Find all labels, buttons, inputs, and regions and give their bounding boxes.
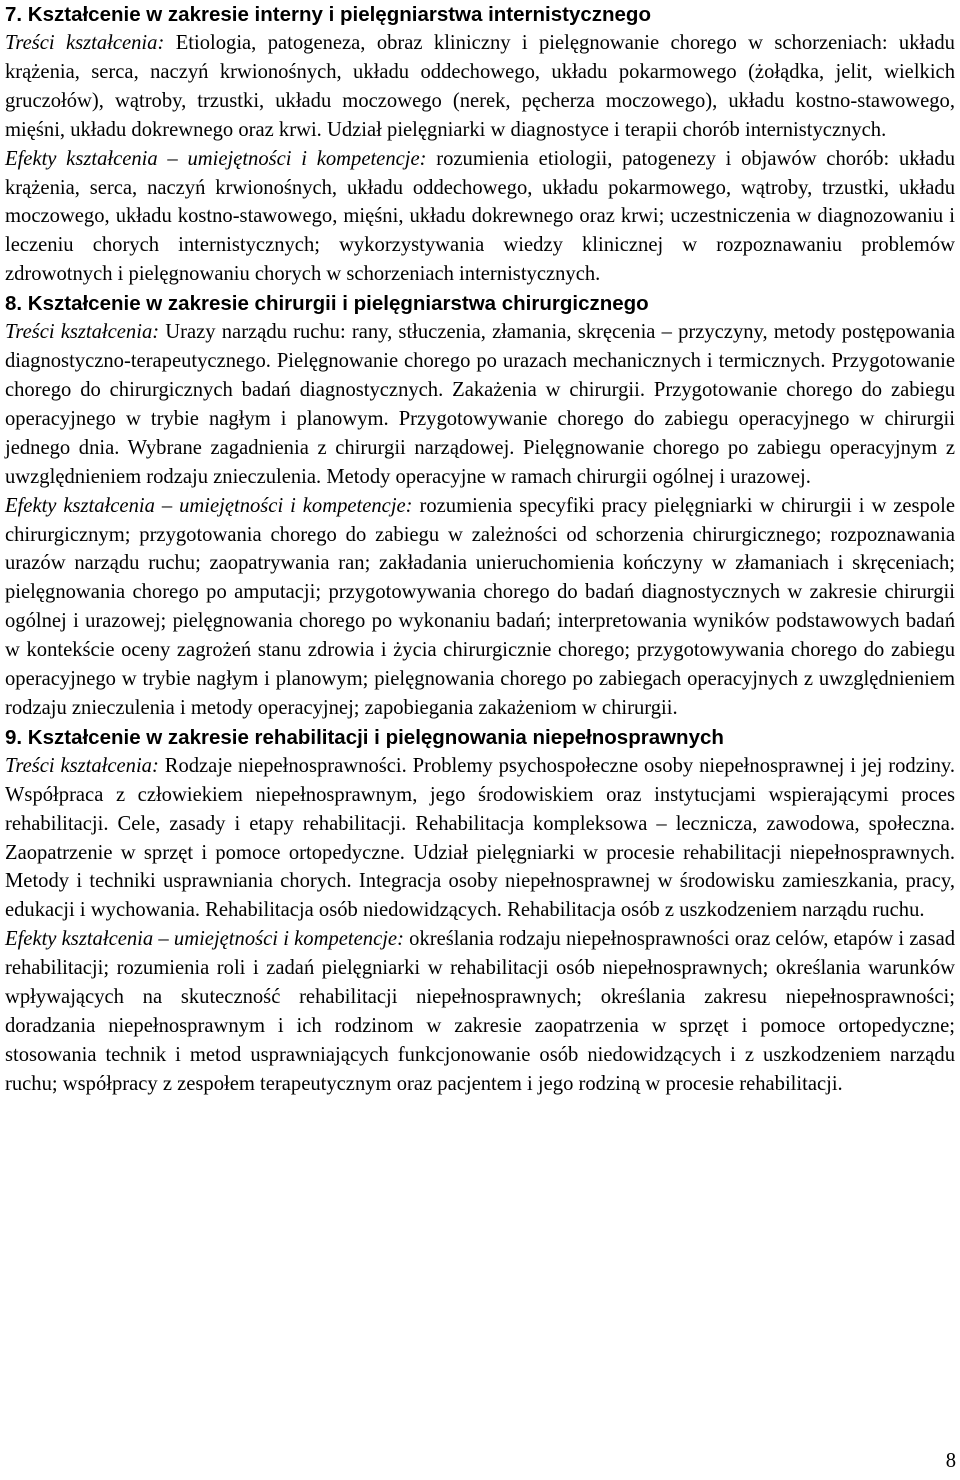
paragraph-text: rozumienia etiologii, patogenezy i objawów chorób: układu krążenia, serca, naczyń krwionośnych, układu oddechowego, układu pokarmowego, wątroby, trzustki, układu moczowego, układu kostno-stawowego, mięśni, układu dokrewnego oraz krwi; uczestniczenia w diagnozowaniu i leczeniu chorych internistycznych; wykorzystywania wiedzy klinicznej w rozpoznawaniu problemów zdrowotnych i pielęgnowaniu chorych w schorzeniach internistycznych. <box>5 147 955 286</box>
outcomes-paragraph <box>5 492 955 723</box>
section-title: 9. Kształcenie w zakresie rehabilitacji i pielęgnowania niepełnosprawnych <box>5 725 724 749</box>
content-paragraph <box>5 752 955 925</box>
section-title: 8. Kształcenie w zakresie chirurgii i pielęgniarstwa chirurgicznego <box>5 292 649 316</box>
paragraph-label: Treści kształcenia: <box>5 32 165 54</box>
content-paragraph <box>5 29 955 145</box>
paragraph-label: Treści kształcenia: <box>5 754 159 777</box>
section-9 <box>5 723 955 1099</box>
outcomes-paragraph <box>5 925 955 1098</box>
paragraph-text: Urazy narządu ruchu: rany, stłuczenia, złamania, skręcenia – przyczyny, metody postępowania diagnostyczno-terapeutycznego. Pielęgnowanie chorego po urazach mechanicznych i termicznych. Przygotowanie chorego do chirurgicznych badań diagnostycznych. Zakażenia w chirurgii. Przygotowanie chorego do zabiegu operacyjnego w trybie nagłym i planowym. Przygotowywanie chorego do zabiegu operacyjnego w chirurgii jednego dnia. Wybrane zagadnienia z chirurgii narządowej. Pielęgnowanie chorego po zabiegu operacyjnym z uwzględnieniem rodzaju znieczulenia. Metody operacyjne w ramach chirurgii ogólnej i urazowej. <box>5 321 955 488</box>
paragraph-label: Efekty kształcenia – umiejętności i kompetencje: <box>5 147 427 170</box>
paragraph-label: Efekty kształcenia – umiejętności i kompetencje: <box>5 494 413 517</box>
document-page <box>5 0 955 1099</box>
paragraph-label: Efekty kształcenia – umiejętności i kompetencje: <box>5 928 404 951</box>
paragraph-text: Rodzaje niepełnosprawności. Problemy psychospołeczne osoby niepełnosprawnej i jej rodziny. Współpraca z człowiekiem niepełnosprawnym, jego środowiskiem oraz instytucjami wspierającymi proces rehabilitacji. Cele, zasady i etapy rehabilitacji. Rehabilitacja kompleksowa – lecznicza, zawodowa, społeczna. Zaopatrzenie w sprzęt i pomoce ortopedyczne. Udział pielęgniarki w procesie rehabilitacji niepełnosprawnych. Metody i techniki usprawniania chorych. Integracja osoby niepełnosprawnej w środowisku zamieszkania, pracy, edukacji i wychowania. Rehabilitacja osób niedowidzących. Rehabilitacja osób z uszkodzeniem narządu ruchu. <box>5 754 955 922</box>
paragraph-text: Etiologia, patogeneza, obraz kliniczny i pielęgnowanie chorego w schorzeniach: układu krążenia, serca, naczyń krwionośnych, układu oddechowego, układu pokarmowego (żołądka, jelit, wielkich gruczołów), wątroby, trzustki, układu moczowego (nerek, pęcherza moczowego), układu kostno-stawowego, mięśni, układu dokrewnego oraz krwi. Udział pielęgniarki w diagnostyce i terapii chorób internistycznych. <box>5 32 955 141</box>
paragraph-label: Treści kształcenia: <box>5 321 160 344</box>
paragraph-text: rozumienia specyfiki pracy pielęgniarki w chirurgii i w zespole chirurgicznym; przygotowania chorego do zabiegu w zależności od schorzenia chirurgicznego; rozpoznawania urazów narządu ruchu; zaopatrywania ran; zakładania unieruchomienia kończyny w złamaniach i skręceniach; pielęgnowania chorego po amputacji; przygotowywania chorego do badań diagnostycznych w zakresie chirurgii ogólnej i urazowej; pielęgnowania chorego po wykonaniu badań; interpretowania wyników podstawowych badań w kontekście oceny zagrożeń stanu zdrowia i życia chirurgicznie chorego; przygotowywania chorego do zabiegu operacyjnego w trybie nagłym i planowym; pielęgnowania chorego po zabiegach operacyjnych z uwzględnieniem rodzaju znieczulenia i metody operacyjnej; zapobiegania zakażeniom w chirurgii. <box>5 494 956 719</box>
paragraph-text: określania rodzaju niepełnosprawności oraz celów, etapów i zasad rehabilitacji; rozumienia roli i zadań pielęgniarki w rehabilitacji osób niepełnosprawnych; określania warunków wpływających na skuteczność rehabilitacji niepełnosprawnych; określania zakresu niepełnosprawności; doradzania niepełnosprawnym i ich rodzinom w zakresie zaopatrzenia w sprzęt i pomoce ortopedyczne; stosowania technik i metod usprawniających funkcjonowanie osób niedowidzących i z uszkodzeniem narządu ruchu; współpracy z zespołem terapeutycznym oraz pacjentem i jego rodziną w procesie rehabilitacji. <box>5 928 956 1095</box>
outcomes-paragraph <box>5 145 955 290</box>
section-8 <box>5 289 955 723</box>
page-number: 8 <box>945 1450 956 1472</box>
content-paragraph <box>5 318 955 491</box>
section-title: 7. Kształcenie w zakresie interny i pielęgniarstwa internistycznego <box>5 3 651 26</box>
section-7 <box>5 0 955 289</box>
